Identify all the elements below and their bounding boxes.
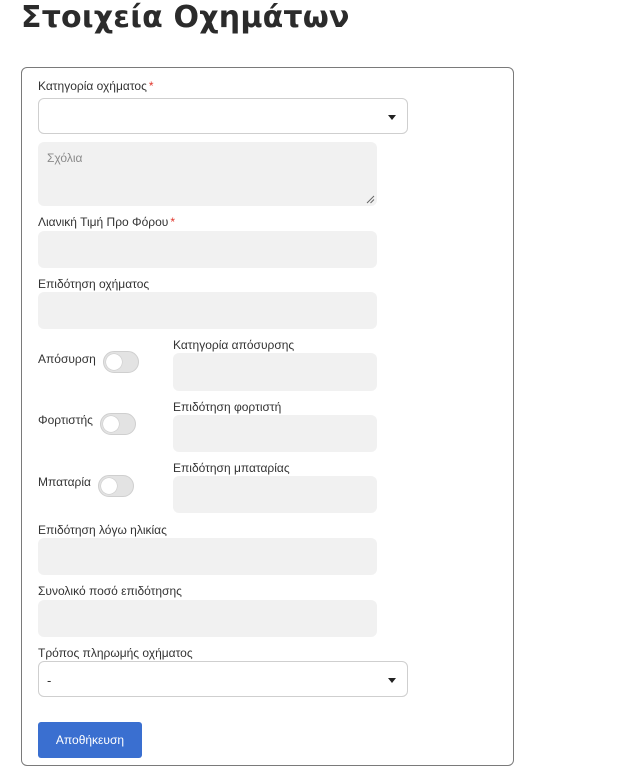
vehicle-category-label	[38, 79, 154, 93]
resize-handle-icon[interactable]	[366, 195, 375, 204]
age-subsidy-label: Επιδότηση λόγω ηλικίας	[38, 523, 167, 537]
comments-textarea[interactable]	[38, 142, 377, 206]
charger-subsidy-label: Επιδότηση φορτιστή	[173, 400, 282, 414]
page-title: Στοιχεία Οχημάτων	[21, 0, 350, 35]
payment-method-label: Τρόπος πληρωμής οχήματος	[38, 646, 193, 660]
vehicle-category-select[interactable]	[38, 98, 408, 134]
toggle-knob	[101, 478, 117, 494]
withdrawal-category-label: Κατηγορία απόσυρσης	[173, 338, 295, 352]
toggle-knob	[103, 416, 119, 432]
required-asterisk: *	[148, 79, 154, 93]
battery-toggle[interactable]	[98, 475, 134, 497]
vehicle-category-label-text: Κατηγορία οχήματος	[38, 79, 147, 93]
withdrawal-label: Απόσυρση	[38, 352, 96, 366]
battery-subsidy-label: Επιδότηση μπαταρίας	[173, 461, 290, 475]
total-subsidy-input[interactable]	[38, 600, 377, 637]
retail-price-label	[38, 215, 175, 229]
vehicle-subsidy-input[interactable]	[38, 292, 377, 329]
total-subsidy-label: Συνολικό ποσό επιδότησης	[38, 584, 182, 598]
comments-placeholder: Σχόλια	[47, 151, 83, 165]
retail-price-input[interactable]	[38, 231, 377, 268]
charger-subsidy-input[interactable]	[173, 415, 377, 452]
withdrawal-category-input[interactable]	[173, 353, 377, 391]
battery-subsidy-input[interactable]	[173, 476, 377, 513]
battery-label: Μπαταρία	[38, 475, 91, 489]
retail-price-label-text: Λιανική Τιμή Προ Φόρου	[38, 215, 169, 229]
withdrawal-toggle[interactable]	[103, 351, 139, 373]
toggle-knob	[106, 354, 122, 370]
save-button[interactable]: Αποθήκευση	[38, 722, 142, 758]
age-subsidy-input[interactable]	[38, 538, 377, 575]
payment-method-value: -	[47, 673, 52, 688]
vehicle-subsidy-label: Επιδότηση οχήματος	[38, 277, 150, 291]
charger-toggle[interactable]	[100, 413, 136, 435]
charger-label: Φορτιστής	[38, 413, 93, 427]
payment-method-select[interactable]	[38, 661, 408, 697]
caret-down-icon	[388, 115, 396, 120]
required-asterisk: *	[170, 215, 176, 229]
caret-down-icon	[388, 678, 396, 683]
